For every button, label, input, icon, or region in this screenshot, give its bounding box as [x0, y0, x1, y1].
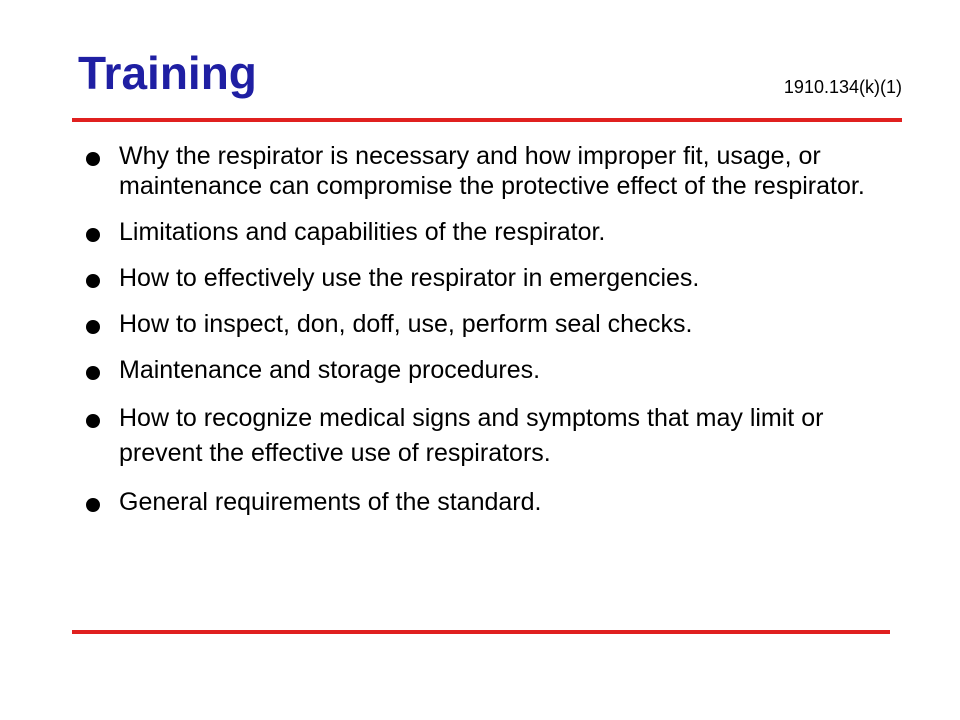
bullet-icon: [86, 320, 100, 334]
bottom-divider: [72, 630, 890, 634]
bullet-icon: [86, 228, 100, 242]
bullet-text: General requirements of the standard.: [119, 488, 542, 516]
bullet-text: Limitations and capabilities of the respirator.: [119, 218, 606, 246]
bullet-list: [86, 141, 886, 533]
bullet-icon: [86, 498, 100, 512]
top-divider: [72, 118, 902, 122]
bullet-text: Why the respirator is necessary and how improper fit, usage, or maintenance can compromise the protective effect of the respirator.: [119, 142, 865, 200]
bullet-icon: [86, 366, 100, 380]
slide-title: Training: [78, 47, 257, 99]
bullet-icon: [86, 152, 100, 166]
list-item: [86, 355, 886, 385]
bullet-icon: [86, 414, 100, 428]
bullet-text: How to inspect, don, doff, use, perform seal checks.: [119, 310, 693, 338]
regulation-reference: 1910.134(k)(1): [783, 77, 902, 97]
bullet-icon: [86, 274, 100, 288]
bullet-text: How to recognize medical signs and symptoms that may limit or prevent the effective use of respirators.: [119, 404, 824, 467]
list-item: [86, 401, 886, 471]
list-item: [86, 487, 886, 517]
list-item: [86, 141, 886, 201]
list-item: [86, 309, 886, 339]
bullet-text: Maintenance and storage procedures.: [119, 356, 541, 384]
list-item: [86, 217, 886, 247]
list-item: [86, 263, 886, 293]
bullet-text: How to effectively use the respirator in emergencies.: [119, 264, 700, 292]
